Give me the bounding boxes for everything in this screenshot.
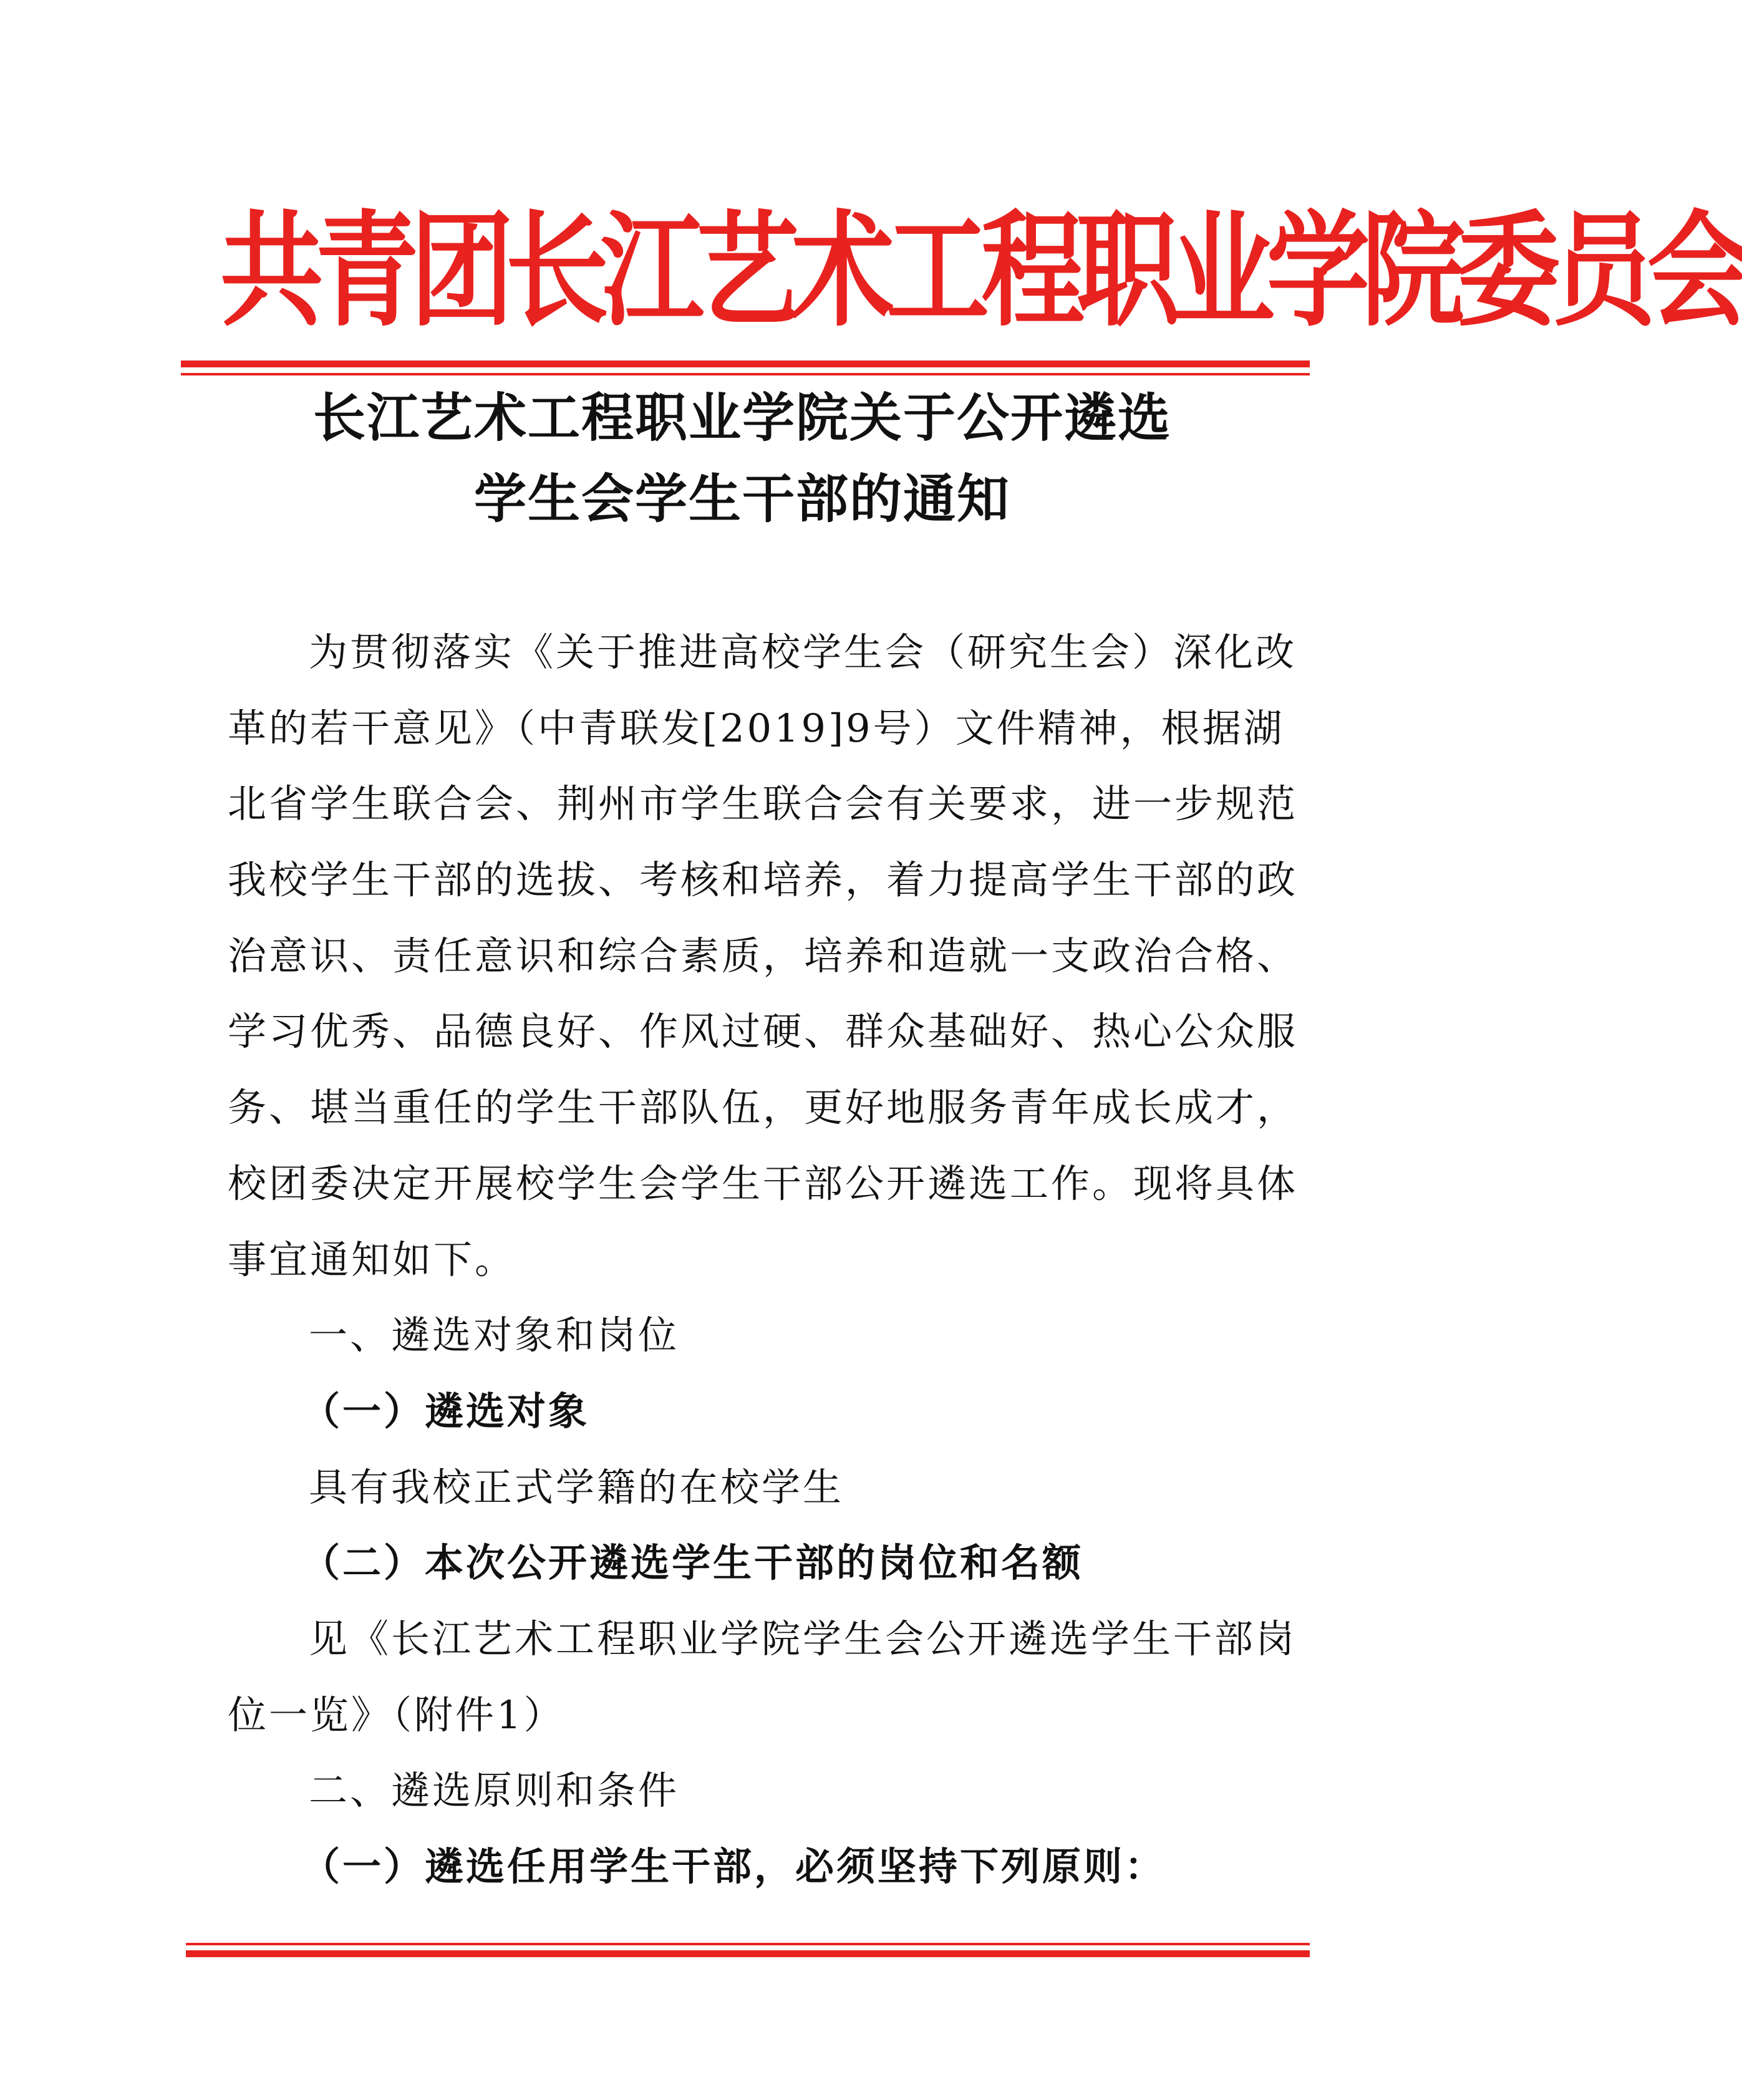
body-line: 治意识、责任意识和综合素质，培养和造就一支政治合格、 <box>228 932 1299 979</box>
body-line: 革的若干意见》（中青联发[2019]9号）文件精神，根据湖 <box>228 705 1285 751</box>
body-line: 事宜通知如下。 <box>228 1236 516 1282</box>
header-rule-thin <box>181 373 1310 375</box>
subsection-heading: （一）遴选对象 <box>301 1388 590 1434</box>
subsection-heading: （二）本次公开遴选学生干部的岗位和名额 <box>301 1540 1084 1586</box>
subsection-heading: （一）遴选任用学生干部，必须坚持下列原则： <box>301 1844 1166 1889</box>
body-line: 学习优秀、品德良好、作风过硬、群众基础好、热心公众服 <box>228 1009 1299 1055</box>
body-line: 校团委决定开展校学生会学生干部公开遴选工作。现将具体 <box>228 1160 1299 1206</box>
body-line: 为贯彻落实《关于推进高校学生会（研究生会）深化改 <box>309 629 1297 675</box>
document-body <box>228 614 1299 1905</box>
body-line: 务、堪当重任的学生干部队伍，更好地服务青年成长成才， <box>228 1085 1299 1131</box>
document-title-line-1: 长江艺术工程职业学院关于公开遴选 <box>312 387 1171 448</box>
body-line: 具有我校正式学籍的在校学生 <box>309 1464 844 1510</box>
organization-masthead: 共青团长江艺术工程职业学院委员会 <box>220 198 1742 344</box>
body-line: 我校学生干部的选拔、考核和培养，着力提高学生干部的政 <box>228 857 1299 903</box>
body-line: 北省学生联合会、荆州市学生联合会有关要求，进一步规范 <box>228 781 1299 827</box>
footer-rule-thick <box>186 1950 1310 1957</box>
section-heading: 二、遴选原则和条件 <box>309 1768 680 1814</box>
document-title-line-2: 学生会学生干部的通知 <box>473 468 1010 530</box>
footer-rule-thin <box>186 1943 1310 1945</box>
header-rule-thick <box>181 360 1310 367</box>
section-heading: 一、遴选对象和岗位 <box>309 1312 680 1358</box>
body-line: 位一览》（附件1） <box>228 1691 565 1738</box>
body-line: 见《长江艺术工程职业学院学生会公开遴选学生干部岗 <box>309 1615 1297 1662</box>
